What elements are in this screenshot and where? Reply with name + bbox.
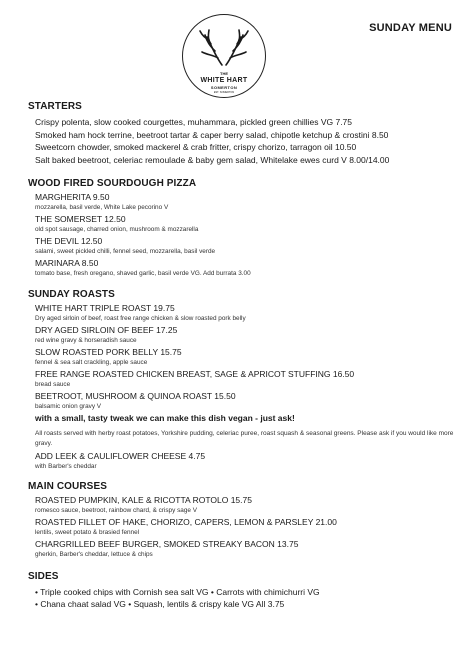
addon-desc: with Barber's cheddar: [35, 463, 97, 471]
sides-item: • Triple cooked chips with Cornish sea salt VG • Carrots with chimichurri VG: [35, 587, 320, 598]
sides-list: [35, 586, 458, 610]
roast-item-name: SLOW ROASTED PORK BELLY 15.75: [35, 347, 182, 358]
logo-name-text: WHITE HART: [200, 77, 248, 84]
pizza-item-desc: salami, sweet pickled chilli, fennel seed, mozzarella, basil verde: [35, 248, 216, 256]
logo-the-text: THE: [220, 71, 228, 76]
addon-name: ADD LEEK & CAULIFLOWER CHEESE 4.75: [35, 451, 206, 462]
pizza-list: [35, 192, 458, 278]
pizza-item-desc: tomato base, fresh oregano, shaved garlic, basil verde VG. Add burrata 3.00: [35, 270, 251, 278]
starter-item: Crispy polenta, slow cooked courgettes, muhammara, pickled green chillies VG 7.75: [35, 117, 353, 127]
main-item-desc: romesco sauce, beetroot, rainbow chard, & crispy sage V: [35, 507, 197, 515]
main-item-desc: gherkin, Barber's cheddar, lettuce & chips: [35, 551, 153, 559]
pizza-item-name: MARGHERITA 9.50: [35, 192, 110, 203]
roast-item-desc: bread sauce: [35, 381, 71, 389]
roast-item-desc: red wine gravy & horseradish sauce: [35, 337, 137, 345]
roast-item-name: DRY AGED SIRLOIN OF BEEF 17.25: [35, 325, 178, 336]
sides-heading: SIDES: [28, 571, 59, 583]
white-hart-logo: [182, 14, 266, 98]
sides-item: • Chana chaat salad VG • Squash, lentils & crispy kale VG All 3.75: [35, 599, 285, 610]
main-item-name: CHARGRILLED BEEF BURGER, SMOKED STREAKY BACON 13.75: [35, 539, 299, 550]
vegan-note: with a small, tasty tweak we can make this dish vegan - just ask!: [35, 413, 295, 424]
starter-item: Smoked ham hock terrine, beetroot tartar & caper berry salad, chipotle ketchup & crostini 8.50: [35, 129, 389, 140]
logo-est-text: EST. SOMERTON: [213, 91, 235, 94]
roast-item-desc: fennel & sea salt crackling, apple sauce: [35, 359, 148, 367]
main-item-name: ROASTED PUMPKIN, KALE & RICOTTA ROTOLO 15.75: [35, 495, 252, 506]
pizza-heading: WOOD FIRED SOURDOUGH PIZZA: [28, 178, 197, 190]
starter-item: Sweetcorn chowder, smoked mackerel & crab fritter, crispy chorizo, tarragon oil 10.50: [35, 142, 357, 153]
roast-item-desc: balsamic onion gravy V: [35, 403, 102, 411]
mains-heading: MAIN COURSES: [28, 481, 107, 493]
main-item-desc: lentils, sweet potato & brasied fennel: [35, 529, 140, 537]
starter-item: Salt baked beetroot, celeriac remoulade & baby gem salad, Whitelake ewes curd V 8.00/14.00: [35, 154, 390, 165]
pizza-item-name: THE DEVIL 12.50: [35, 236, 103, 247]
mains-list: [35, 495, 458, 559]
pizza-item-desc: mozzarella, basil verde, White Lake pecorino V: [35, 204, 169, 212]
menu-title: SUNDAY MENU: [369, 22, 452, 34]
menu-content: [28, 101, 458, 610]
roast-notice: All roasts served with herby roast potatoes, Yorkshire pudding, celeriac puree, roast squash & seasonal greens. Please ask if you would like more gravy.: [35, 430, 454, 447]
main-item-name: ROASTED FILLET OF HAKE, CHORIZO, CAPERS, LEMON & PARSLEY 21.00: [35, 517, 337, 528]
roast-item-desc: Dry aged sirloin of beef, roast free range chicken & slow roasted pork belly: [35, 315, 246, 323]
pizza-item-desc: old spot sausage, charred onion, mushroom & mozzarella: [35, 226, 199, 234]
roast-item-name: WHITE HART TRIPLE ROAST 19.75: [35, 303, 175, 314]
starters-heading: STARTERS: [28, 101, 82, 112]
logo-place-text: SOMERTON: [210, 85, 238, 90]
roast-item-name: FREE RANGE ROASTED CHICKEN BREAST, SAGE & APRICOT STUFFING 16.50: [35, 369, 355, 380]
roasts-heading: SUNDAY ROASTS: [28, 289, 115, 301]
starters-list: [35, 116, 458, 166]
roast-item-name: BEETROOT, MUSHROOM & QUINOA ROAST 15.50: [35, 391, 236, 402]
pizza-item-name: MARINARA 8.50: [35, 258, 99, 269]
pizza-item-name: THE SOMERSET 12.50: [35, 214, 126, 225]
roast-addon: [35, 451, 458, 471]
roasts-list: [35, 303, 458, 424]
